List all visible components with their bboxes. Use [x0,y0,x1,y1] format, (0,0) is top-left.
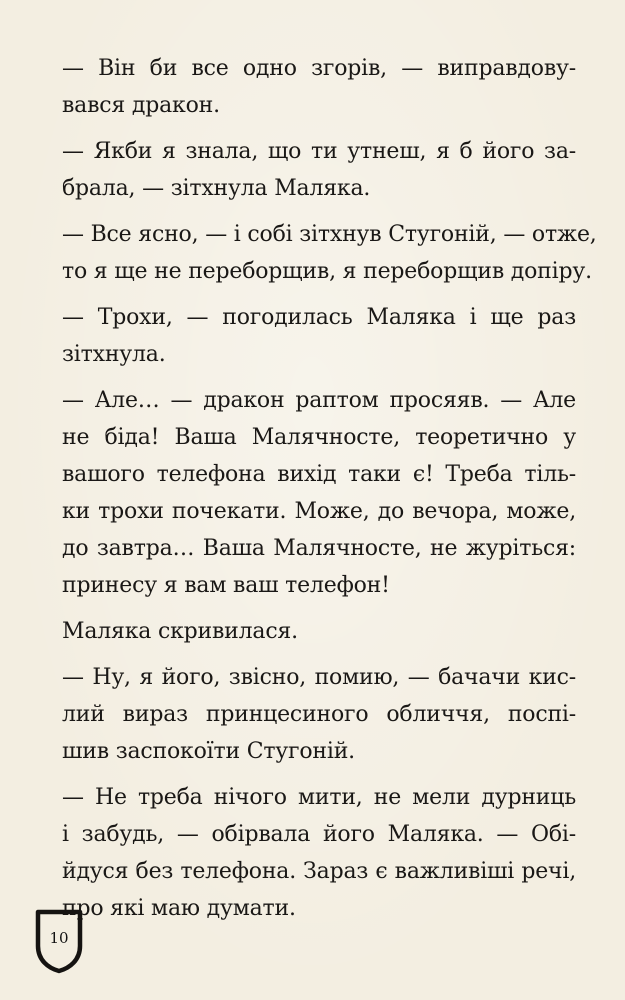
text-line: — Ну, я його, звісно, помию, — бачачи кис- [62,665,576,690]
text-line: — Все ясно, — і собі зітхнув Стугоній, — отже, [62,222,597,247]
text-line: вашого телефона вихід таки є! Треба тіль- [62,462,576,487]
text-line: — Не треба нічого мити, не мели дурниць [62,785,576,810]
text-line: до завтра… Ваша Малячносте, не журіться: [62,536,576,561]
text-line: шив заспокоїти Стугоній. [62,739,355,764]
text-line: брала, — зітхнула Маляка. [62,176,371,201]
text-line: йдуся без телефона. Зараз є важливіші речі, [62,859,576,884]
text-line: і забудь, — обірвала його Маляка. — Обі- [62,822,576,847]
text-line: — Але… — дракон раптом просяяв. — Але [62,388,576,413]
paragraph [62,779,576,927]
page-number: 10 [49,929,69,947]
text-line: то я ще не переборщив, я переборщив допіру. [62,259,592,284]
paragraph [62,613,576,650]
paragraph [62,216,597,290]
text-line: — Якби я знала, що ти утнеш, я б його за- [62,139,576,164]
paragraph [62,659,576,770]
text-line: принесу я вам ваш телефон! [62,573,390,598]
text-line: ки трохи почекати. Може, до вечора, може, [62,499,576,524]
text-line: — Трохи, — погодилась Маляка і ще раз [62,305,576,330]
paragraph [62,299,576,373]
text-line: — Він би все одно згорів, — виправдову- [62,56,576,81]
text-line: вався дракон. [62,93,220,118]
page-text [62,50,597,921]
text-line: Маляка скривилася. [62,619,298,644]
text-line: зітхнула. [62,342,166,367]
paragraph [62,382,576,604]
text-line: лий вираз принцесиного обличчя, поспі- [62,702,576,727]
text-line: не біда! Ваша Малячносте, теоретично у [62,425,576,450]
text-line: про які маю думати. [62,896,296,921]
paragraph [62,50,576,124]
paragraph [62,133,576,207]
